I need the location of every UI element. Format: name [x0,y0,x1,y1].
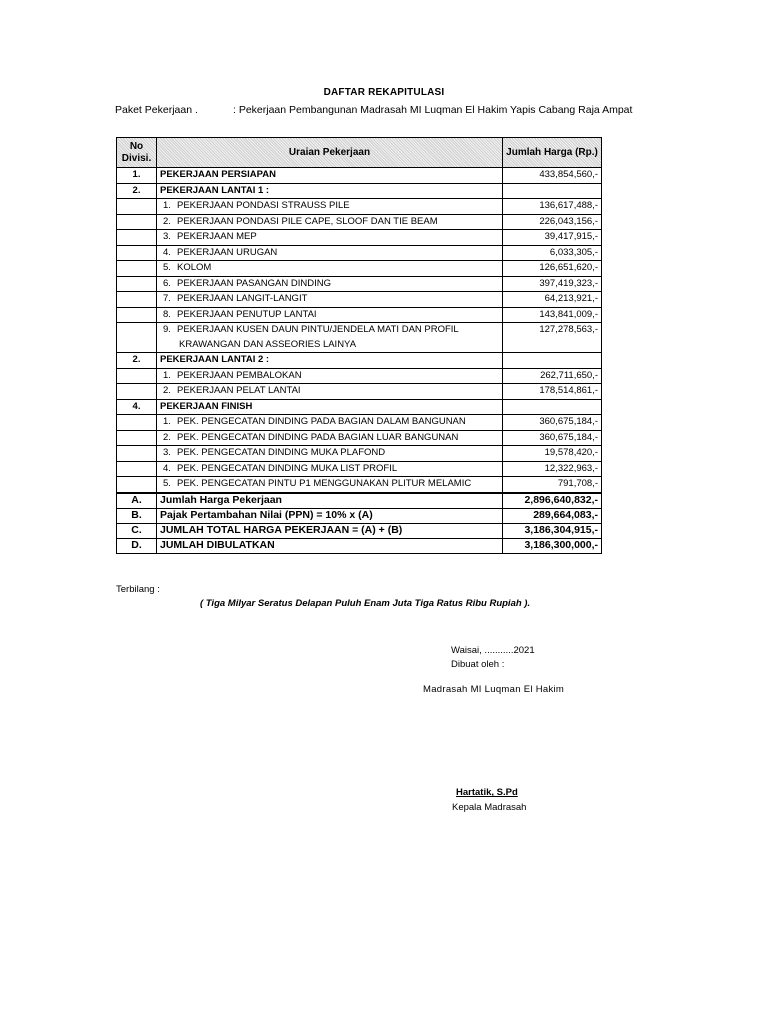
row-number [117,214,157,230]
item-text: PEKERJAAN MEP [177,231,257,243]
division-number: 2. [117,353,157,369]
table-row [117,338,602,353]
header-jumlah-harga: Jumlah Harga (Rp.) [503,138,602,168]
item-number: 8. [163,308,171,320]
signatory-name: Hartatik, S.Pd [456,787,518,798]
table-row [117,292,602,308]
item-amount: 64,213,921,- [503,292,602,308]
item-number: 1. [163,200,171,212]
item-amount: 791,708,- [503,477,602,493]
item-text: PEKERJAAN PEMBALOKAN [177,369,302,381]
item-text: PEKERJAAN PASANGAN DINDING [177,277,331,289]
item-number: 4. [163,462,171,474]
row-number [117,384,157,400]
item-text: PEK. PENGECATAN DINDING PADA BAGIAN DALAM BANGUNAN [177,416,466,428]
table-row [117,399,602,415]
table-row [117,307,602,323]
item-label [157,245,503,261]
table-row [117,446,602,462]
row-number [117,430,157,446]
table-row [117,261,602,277]
division-label: PEKERJAAN PERSIAPAN [157,168,503,184]
item-text: PEK. PENGECATAN PINTU P1 MENGGUNAKAN PLITUR MELAMIC [177,478,472,490]
item-label [157,199,503,215]
paket-pekerjaan [115,104,632,116]
item-label [157,292,503,308]
paket-label: Paket Pekerjaan . [115,104,198,116]
item-number: 1. [163,369,171,381]
item-amount: 126,651,620,- [503,261,602,277]
item-number: 3. [163,447,171,459]
table-row [117,353,602,369]
summary-label: Jumlah Harga Pekerjaan [157,493,503,509]
item-text: PEK. PENGECATAN DINDING PADA BAGIAN LUAR BANGUNAN [177,431,459,443]
signature-organization: Madrasah MI Luqman El Hakim [423,684,565,695]
summary-code: D. [117,538,157,553]
table-row [117,477,602,493]
item-amount: 360,675,184,- [503,430,602,446]
division-number: 4. [117,399,157,415]
item-number: 7. [163,293,171,305]
item-number: 2. [163,385,171,397]
summary-label: JUMLAH DIBULATKAN [157,538,503,553]
row-number [117,261,157,277]
item-label [157,446,503,462]
item-text: PEK. PENGECATAN DINDING MUKA PLAFOND [177,447,386,459]
paket-value: : Pekerjaan Pembangunan Madrasah MI Luqman El Hakim Yapis Cabang Raja Ampat [233,104,633,116]
document-title: DAFTAR REKAPITULASI [323,87,445,98]
table-row [117,214,602,230]
item-number: 2. [163,215,171,227]
table-row [117,384,602,400]
summary-amount: 3,186,304,915,- [503,523,602,538]
item-amount: 136,617,488,- [503,199,602,215]
item-label [157,261,503,277]
summary-code: B. [117,508,157,523]
row-number [117,338,157,353]
division-number: 2. [117,183,157,199]
item-number: 9. [163,324,171,336]
row-label-continuation: KRAWANGAN DAN ASSEORIES LAINYA [157,338,503,353]
item-label [157,368,503,384]
item-amount: 19,578,420,- [503,446,602,462]
table-row [117,199,602,215]
terbilang-label: Terbilang : [116,584,160,595]
item-amount: 12,322,963,- [503,461,602,477]
table-row [117,323,602,338]
summary-row [117,493,602,509]
table-row [117,461,602,477]
row-number [117,230,157,246]
summary-amount: 3,186,300,000,- [503,538,602,553]
item-number: 6. [163,277,171,289]
item-text: PEKERJAAN PONDASI PILE CAPE, SLOOF DAN TIE BEAM [177,215,438,227]
division-label: PEKERJAAN FINISH [157,399,503,415]
summary-row [117,523,602,538]
row-number [117,477,157,493]
summary-amount: 2,896,640,832,- [503,493,602,509]
item-amount: 397,419,323,- [503,276,602,292]
place-date: Waisai, ...........2021 [451,645,535,656]
item-text: PEKERJAAN KUSEN DAUN PINTU/JENDELA MATI DAN PROFIL [177,324,459,336]
item-text: PEKERJAAN PELAT LANTAI [177,385,301,397]
item-amount: 39,417,915,- [503,230,602,246]
item-label [157,430,503,446]
table-row [117,183,602,199]
summary-label: JUMLAH TOTAL HARGA PEKERJAAN = (A) + (B) [157,523,503,538]
table-row [117,430,602,446]
row-number [117,292,157,308]
division-label: PEKERJAAN LANTAI 2 : [157,353,503,369]
row-number [117,276,157,292]
item-label [157,384,503,400]
header-no-divisi: No Divisi. [117,138,157,168]
signature-place-block [451,644,535,672]
row-number [117,461,157,477]
item-label [157,461,503,477]
summary-row [117,508,602,523]
item-text: KOLOM [177,262,212,274]
item-number: 2. [163,431,171,443]
row-number [117,323,157,338]
item-amount: 127,278,563,- [503,323,602,338]
item-label [157,415,503,431]
item-amount: 6,033,305,- [503,245,602,261]
item-text: PEKERJAAN PONDASI STRAUSS PILE [177,200,350,212]
item-amount: 262,711,650,- [503,368,602,384]
row-amount [503,338,602,353]
summary-label: Pajak Pertambahan Nilai (PPN) = 10% x (A) [157,508,503,523]
item-label [157,307,503,323]
item-number: 3. [163,231,171,243]
table-row [117,368,602,384]
item-amount: 360,675,184,- [503,415,602,431]
division-amount [503,399,602,415]
item-label [157,214,503,230]
row-number [117,199,157,215]
header-uraian: Uraian Pekerjaan [157,138,503,168]
division-number: 1. [117,168,157,184]
table-row [117,415,602,431]
summary-code: A. [117,493,157,509]
table-header-row [117,138,602,168]
recap-table-wrapper [116,137,601,554]
division-amount [503,353,602,369]
table-row [117,276,602,292]
summary-amount: 289,664,083,- [503,508,602,523]
signatory-position: Kepala Madrasah [452,802,527,813]
table-row [117,168,602,184]
item-amount: 178,514,861,- [503,384,602,400]
item-label [157,276,503,292]
summary-row [117,538,602,553]
division-amount: 433,854,560,- [503,168,602,184]
recap-table [116,137,602,554]
row-number [117,415,157,431]
row-number [117,307,157,323]
item-label [157,477,503,493]
item-text: PEKERJAAN PENUTUP LANTAI [177,308,317,320]
item-number: 5. [163,478,171,490]
item-number: 4. [163,246,171,258]
terbilang-text: ( Tiga Milyar Seratus Delapan Puluh Enam Juta Tiga Ratus Ribu Rupiah ). [200,598,531,609]
row-number [117,245,157,261]
row-number [117,368,157,384]
division-amount [503,183,602,199]
item-number: 5. [163,262,171,274]
item-amount: 143,841,009,- [503,307,602,323]
item-amount: 226,043,156,- [503,214,602,230]
row-number [117,446,157,462]
item-number: 1. [163,416,171,428]
table-row [117,230,602,246]
item-label [157,230,503,246]
item-label [157,323,503,338]
item-text: PEKERJAAN URUGAN [177,246,278,258]
table-row [117,245,602,261]
summary-code: C. [117,523,157,538]
made-by-label: Dibuat oleh : [451,659,505,670]
item-text: PEK. PENGECATAN DINDING MUKA LIST PROFIL [177,462,398,474]
item-text: PEKERJAAN LANGIT-LANGIT [177,293,308,305]
division-label: PEKERJAAN LANTAI 1 : [157,183,503,199]
